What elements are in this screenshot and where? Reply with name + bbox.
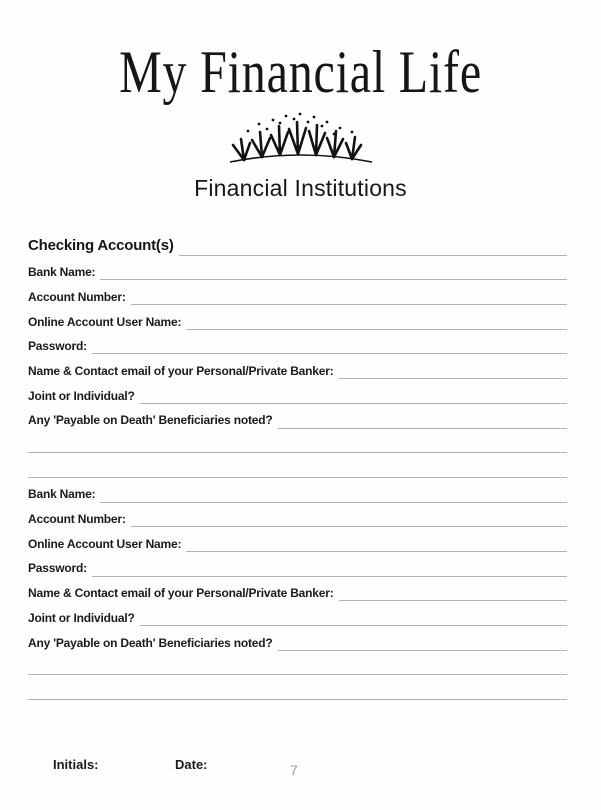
form-field-row (28, 354, 567, 379)
fill-in-line (28, 452, 567, 453)
blank-write-in-row (28, 429, 567, 454)
form-field-row (28, 601, 567, 626)
fill-in-line (140, 403, 567, 404)
field-label: Password: (28, 339, 87, 354)
page-number: 7 (290, 762, 298, 778)
fill-in-line (100, 279, 567, 280)
form-field-row (28, 552, 567, 577)
fill-in-line (278, 650, 567, 651)
fill-in-line (339, 600, 567, 601)
fill-in-line (28, 674, 567, 675)
fill-in-line (186, 551, 567, 552)
field-label: Joint or Individual? (28, 610, 135, 625)
form-field-row (28, 330, 567, 355)
field-label: Account Number: (28, 512, 126, 527)
field-label: Any 'Payable on Death' Beneficiaries noted? (28, 413, 273, 428)
fill-in-line (100, 502, 567, 503)
form-field-row (28, 577, 567, 602)
page-title: My Financial Life (119, 39, 482, 105)
form-field-row (28, 379, 567, 404)
section-title: Financial Institutions (194, 175, 407, 201)
field-label: Name & Contact email of your Personal/Private Banker: (28, 363, 334, 378)
field-label: Bank Name: (28, 265, 96, 280)
field-label: Name & Contact email of your Personal/Private Banker: (28, 586, 334, 601)
blank-write-in-row (28, 675, 567, 700)
fill-in-line (92, 576, 567, 577)
form-field-row (28, 626, 567, 651)
field-label: Account Number: (28, 289, 126, 304)
fill-in-line (131, 526, 567, 527)
form-field-row (28, 280, 567, 305)
section-header-row (28, 231, 567, 256)
field-label: Bank Name: (28, 487, 96, 502)
field-label: Online Account User Name: (28, 314, 182, 329)
fill-in-line (140, 625, 567, 626)
form-field-row (28, 305, 567, 330)
fill-in-line (339, 378, 567, 379)
date-label: Date: (175, 757, 208, 772)
fill-in-line (131, 304, 567, 305)
fill-in-line (278, 428, 567, 429)
section-header-label: Checking Account(s) (28, 237, 174, 255)
form-field-row (28, 256, 567, 281)
blank-write-in-row (28, 651, 567, 676)
field-label: Online Account User Name: (28, 536, 182, 551)
field-label: Any 'Payable on Death' Beneficiaries noted? (28, 635, 273, 650)
grass-tuft-icon (0, 110, 601, 173)
field-label: Joint or Individual? (28, 388, 135, 403)
form-field-row (28, 527, 567, 552)
form-field-row (28, 478, 567, 503)
initials-label: Initials: (53, 757, 99, 772)
fill-in-line (186, 329, 567, 330)
field-label: Password: (28, 561, 87, 576)
fill-in-line (28, 477, 567, 478)
blank-write-in-row (28, 453, 567, 478)
fill-in-line (179, 255, 567, 256)
form-area (28, 231, 567, 700)
form-field-row (28, 404, 567, 429)
fill-in-line (28, 699, 567, 700)
fill-in-line (92, 353, 567, 354)
form-field-row (28, 503, 567, 528)
